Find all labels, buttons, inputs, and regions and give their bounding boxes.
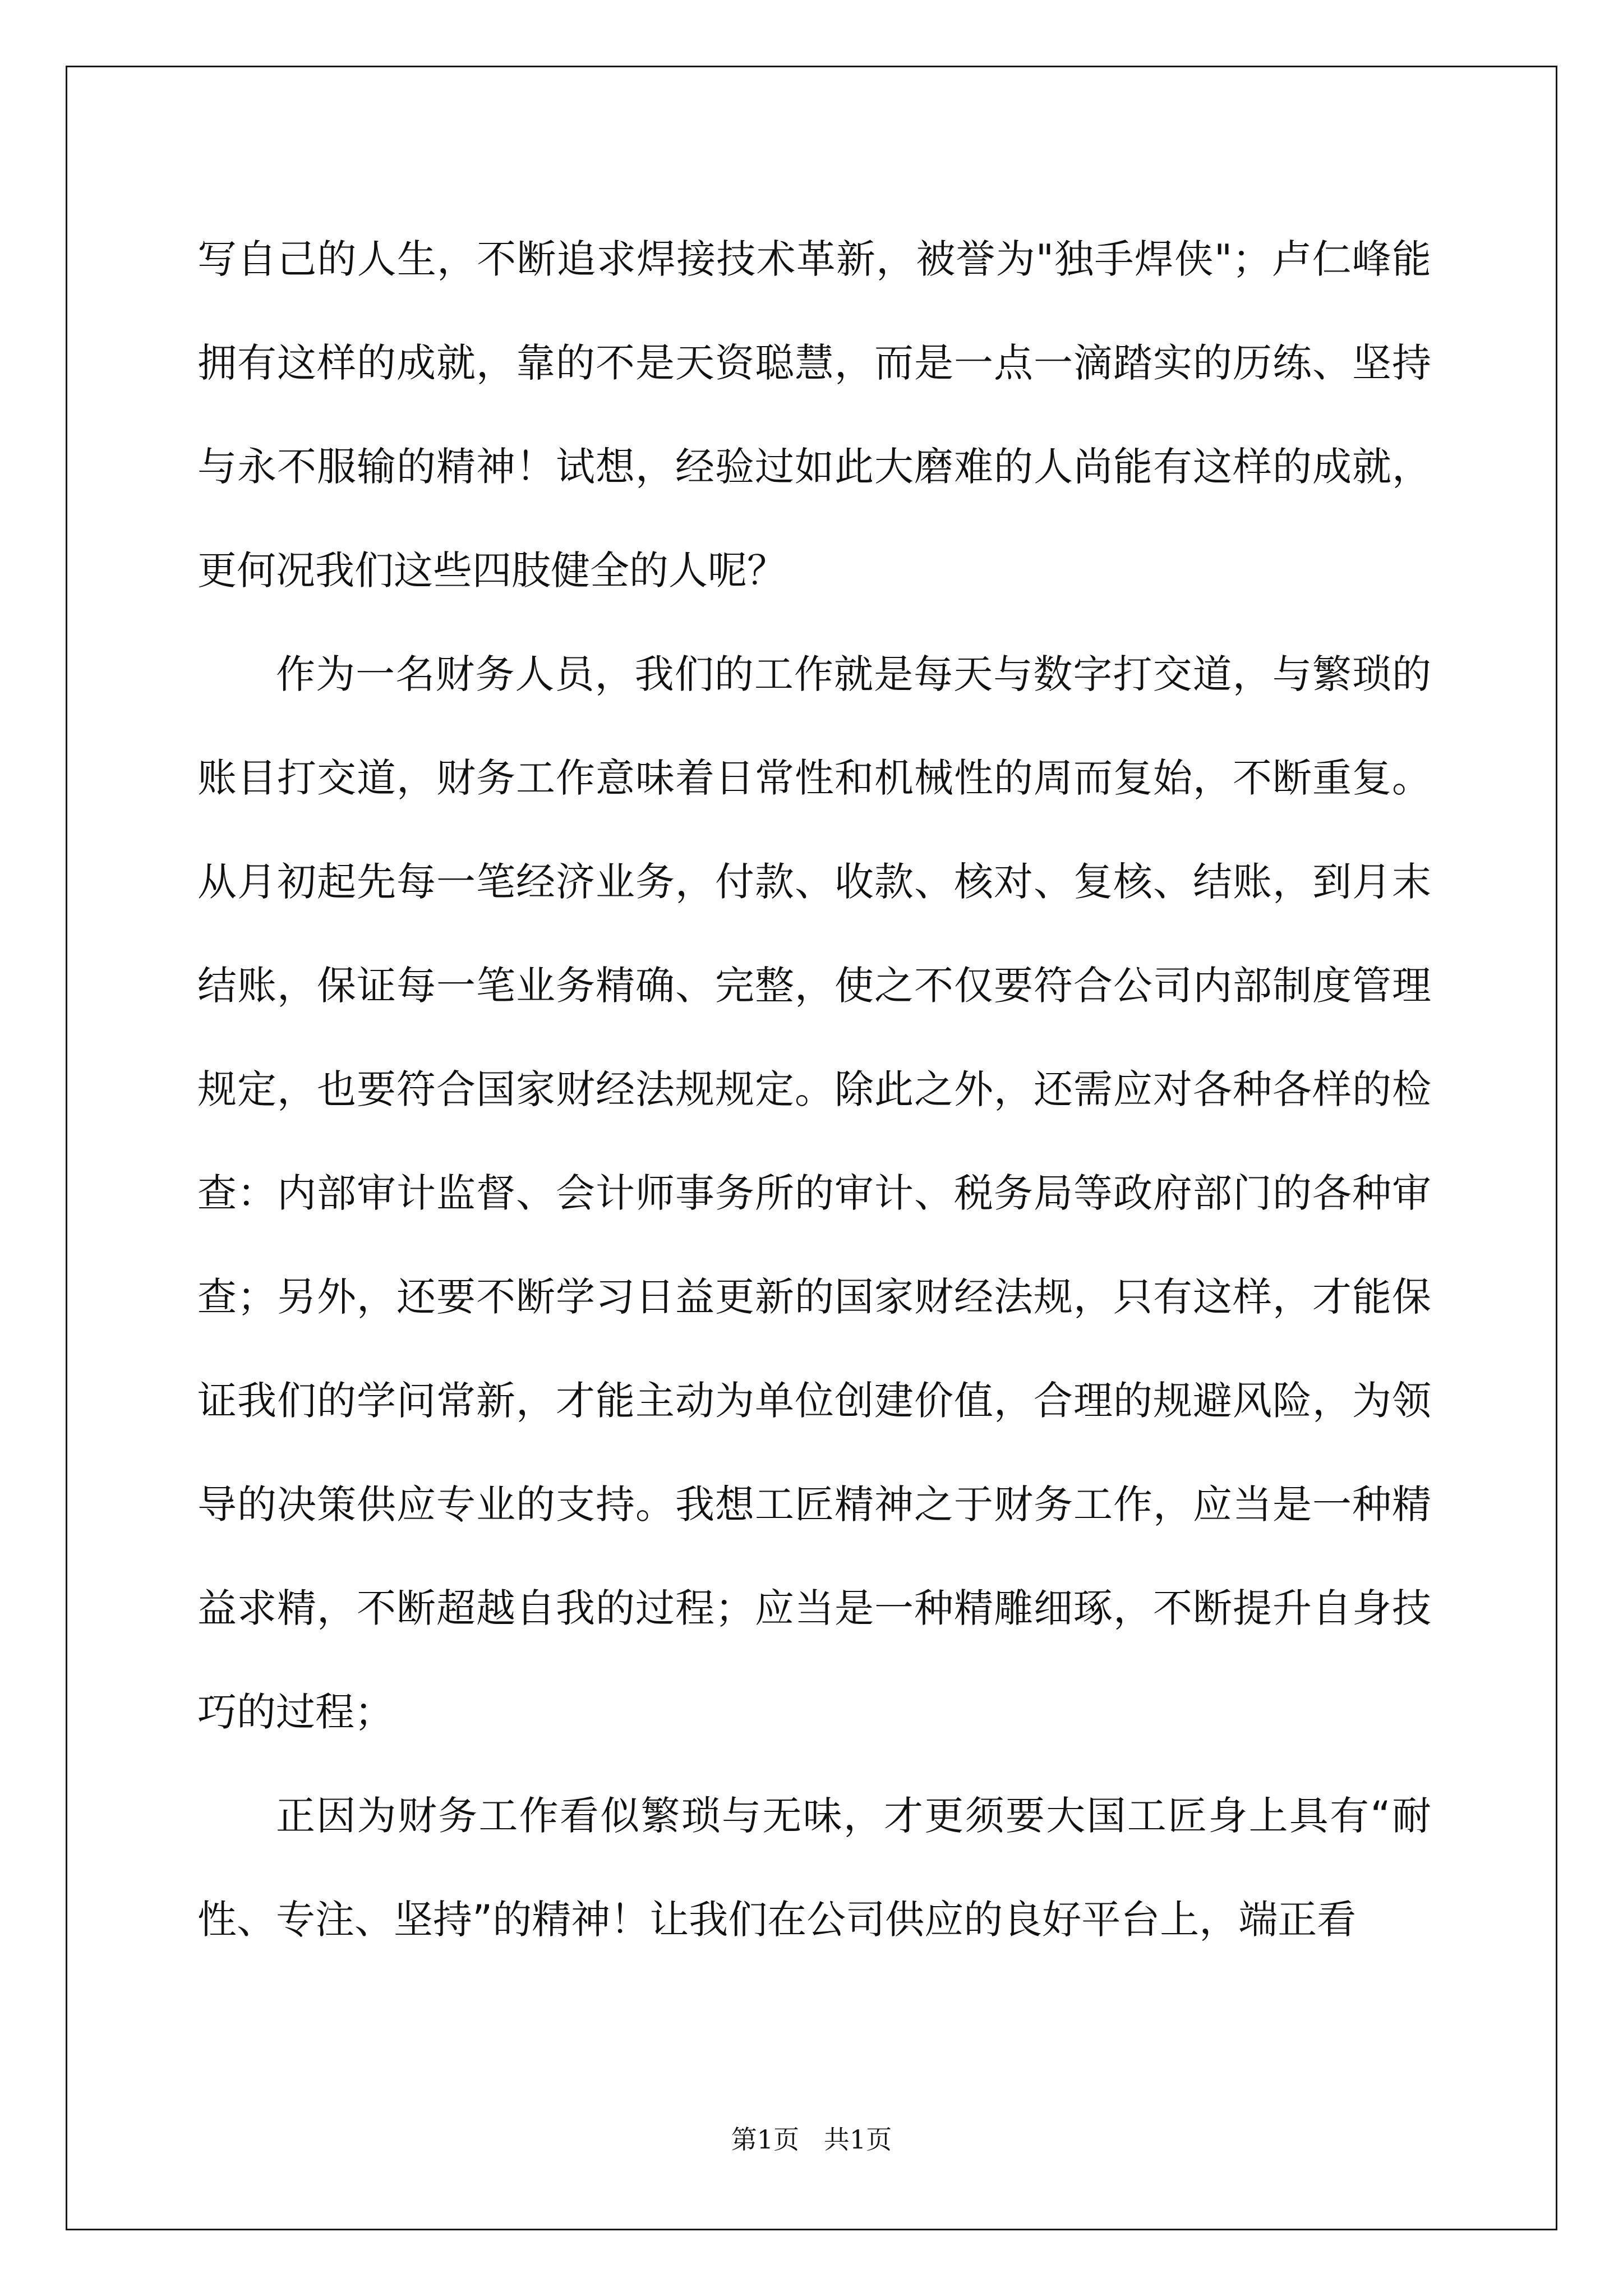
page-footer: 第1页 共1页 xyxy=(731,2124,892,2155)
paragraph-2: 作为一名财务人员，我们的工作就是每天与数字打交道，与繁琐的账目打交道，财务工作意味着日常性和机械性的周而复始，不断重复。从月初起先每一笔经济业务，付款、收款、核对、复核、结账，到月末结账，保证每一笔业务精确、完整，使之不仅要符合公司内部制度管理规定，也要符合国家财经法规规定。除此之外，还需应对各种各样的检查：内部审计监督、会计师事务所的审计、税务局等政府部门的各种审查；另外，还要不断学习日益更新的国家财经法规，只有这样，才能保证我们的学问常新，才能主动为单位创建价值，合理的规避风险，为领导的决策供应专业的支持。我想工匠精神之于财务工作，应当是一种精益求精，不断超越自我的过程；应当是一种精雕细琢，不断提升自身技巧的过程； xyxy=(197,651,1431,1735)
document-body xyxy=(197,208,1431,1972)
paragraph-1: 写自己的人生，不断追求焊接技术革新，被誉为"独手焊侠"；卢仁峰能拥有这样的成就，靠的不是天资聪慧，而是一点一滴踏实的历练、坚持与永不服输的精神！试想，经验过如此大磨难的人尚能有这样的成就，更何况我们这些四肢健全的人呢？ xyxy=(197,236,1431,593)
paragraph-3: 正因为财务工作看似繁琐与无味，才更须要大国工匠身上具有“耐性、专注、坚持”的精神！让我们在公司供应的良好平台上，端正看 xyxy=(197,1793,1431,1943)
